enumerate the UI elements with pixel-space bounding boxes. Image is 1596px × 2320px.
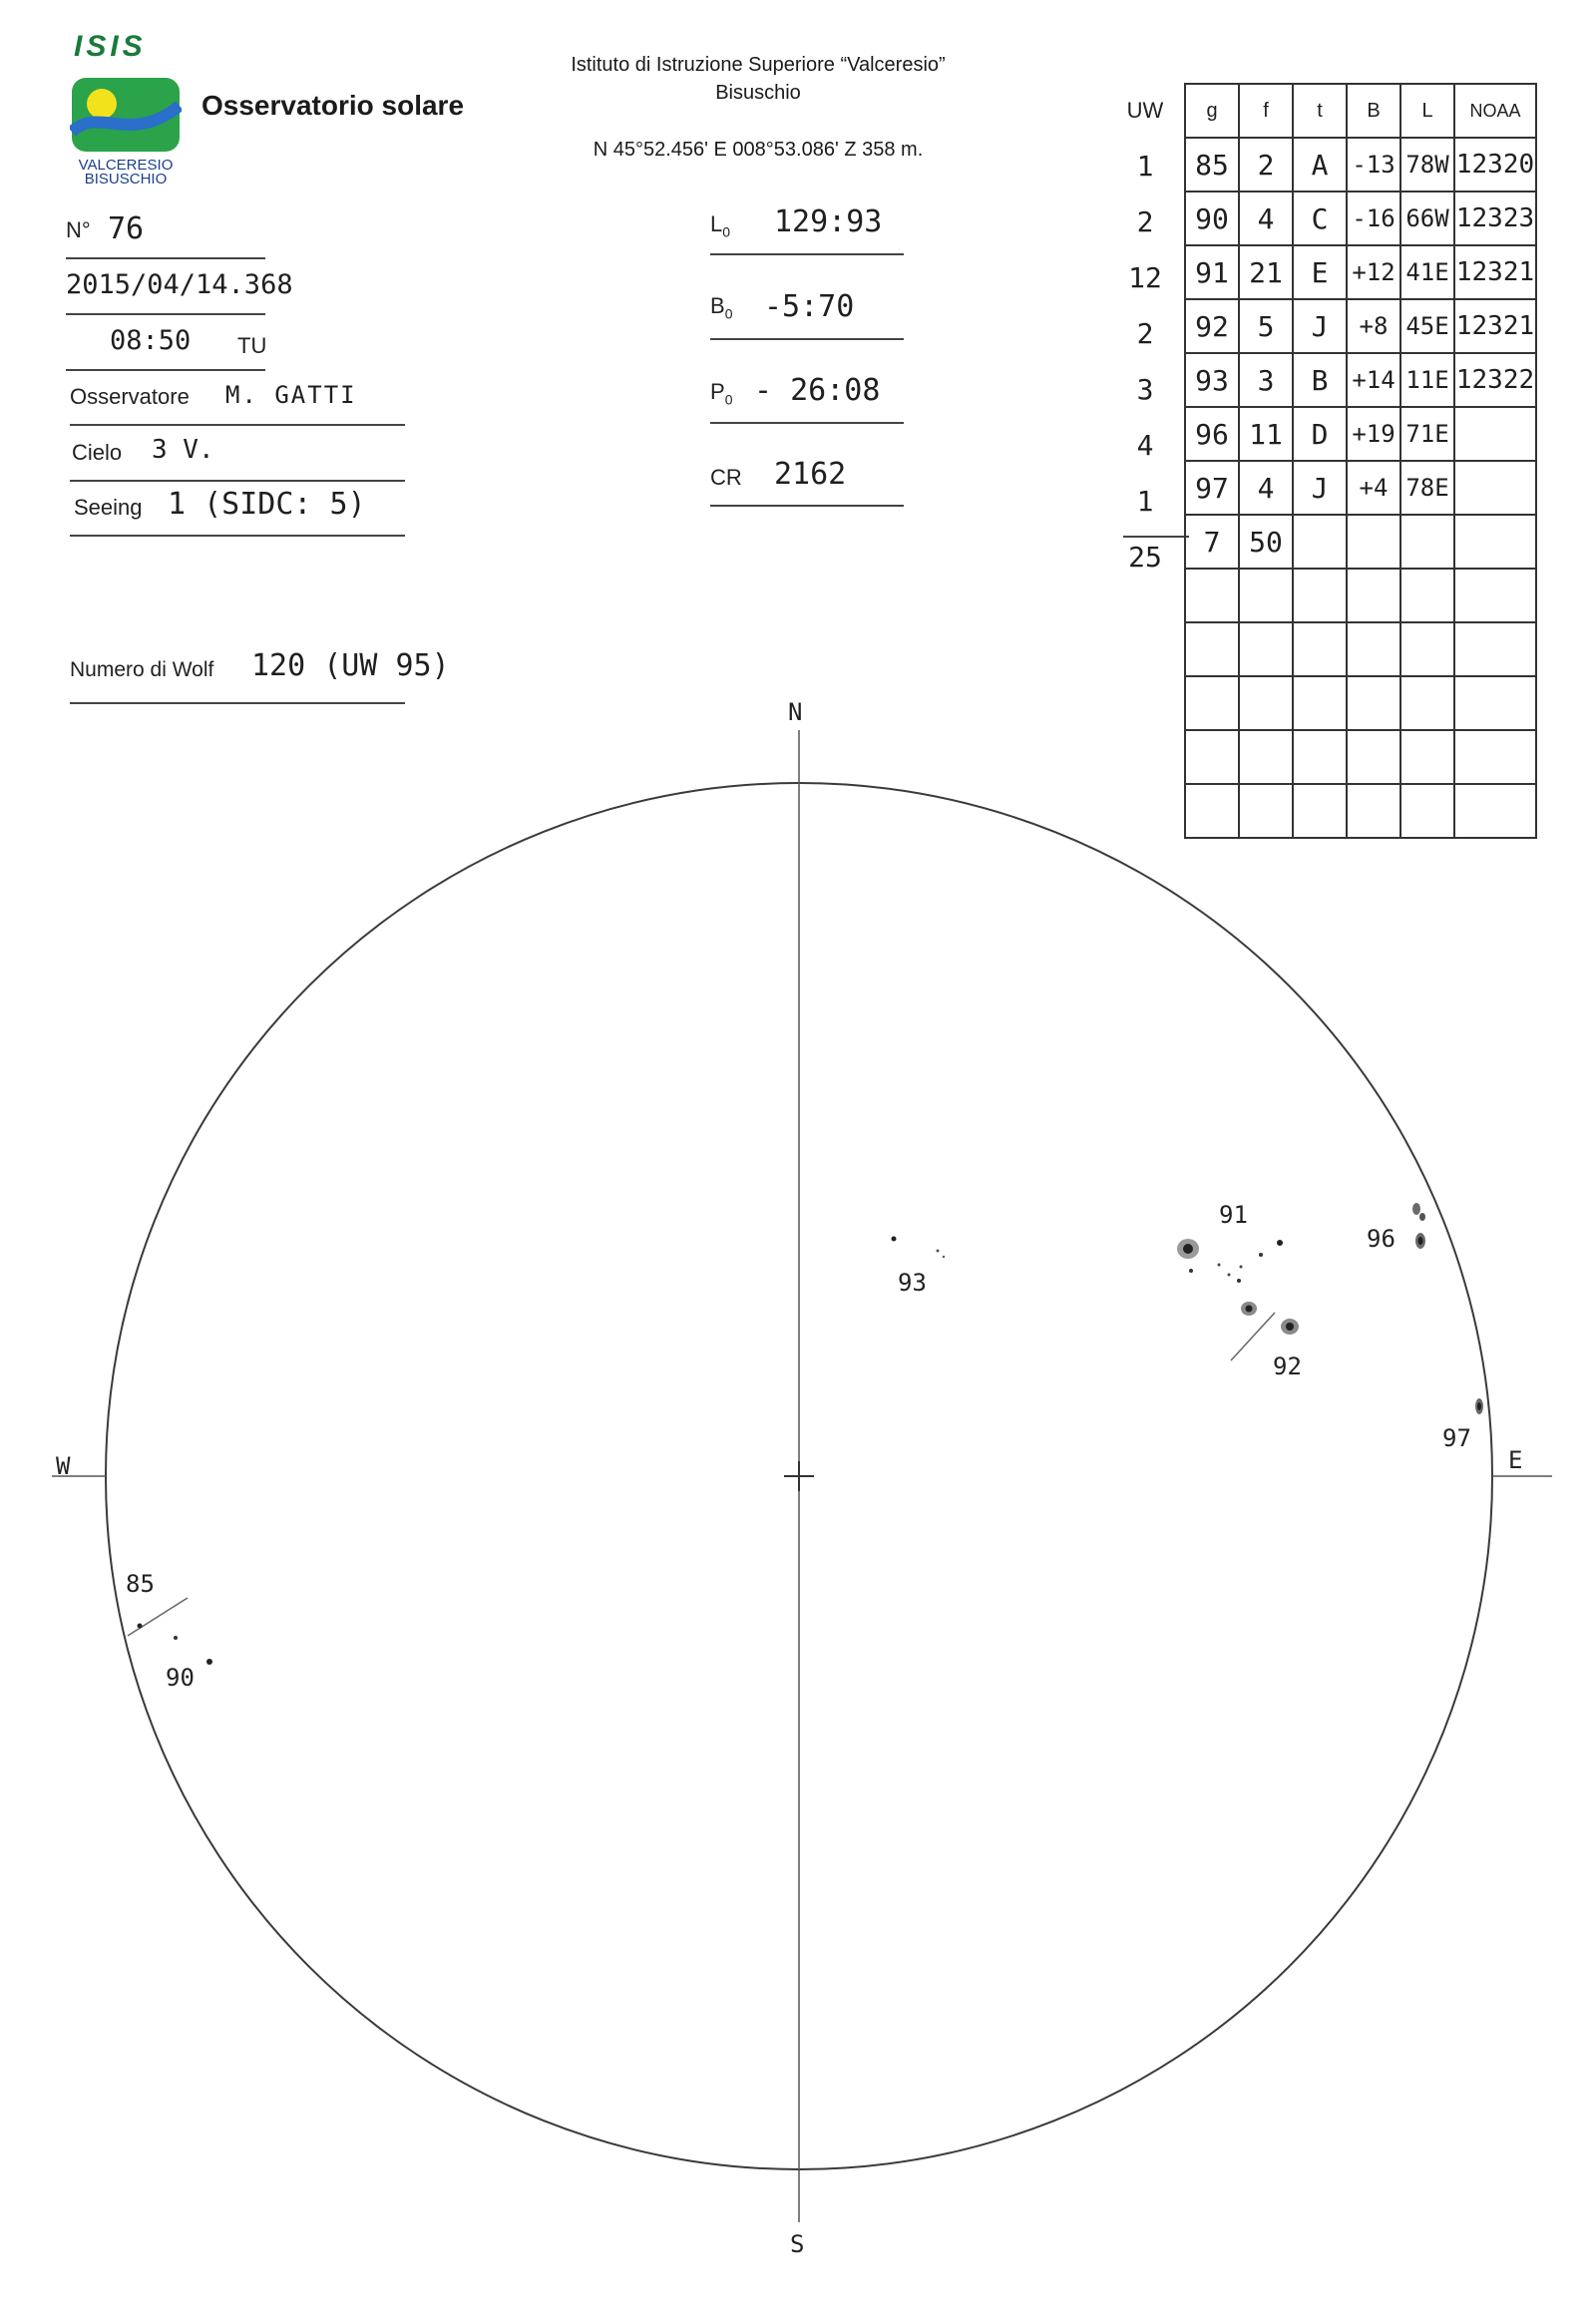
f-cell: 21 (1239, 245, 1293, 299)
uw-cell: 2 (1136, 317, 1154, 350)
group-label-97: 97 (1442, 1424, 1471, 1452)
sunspot (1286, 1323, 1294, 1331)
g-header: g (1185, 84, 1239, 138)
b-cell: +19 (1347, 407, 1400, 461)
group-separator (128, 1598, 188, 1636)
uw-total: 25 (1128, 541, 1162, 574)
sunspot (1218, 1264, 1221, 1267)
uw-cell: 1 (1136, 485, 1154, 518)
t-cell: E (1293, 245, 1347, 299)
t-cell: J (1293, 461, 1347, 515)
time-unit: TU (237, 333, 267, 358)
b0-letter: B (710, 293, 725, 318)
b-cell: -16 (1347, 192, 1400, 245)
l0-letter: L (710, 211, 723, 236)
logo-text: ISIS (74, 30, 147, 63)
sunspot (1246, 1306, 1253, 1313)
t-cell: D (1293, 407, 1347, 461)
seeing-value: 1 (SIDC: 5) (168, 487, 366, 522)
sky-value: 3 V. (152, 435, 214, 465)
noaa-cell: 12322 (1454, 353, 1536, 407)
l-header: L (1400, 84, 1454, 138)
p0-letter: P (710, 379, 725, 404)
observer-label: Osservatore (70, 384, 190, 409)
group-label-96: 96 (1367, 1225, 1396, 1253)
date-value: 2015/04/14.368 (66, 269, 293, 300)
sunspot (937, 1250, 940, 1253)
north-label: N (788, 698, 803, 726)
number-label: N° (66, 217, 91, 242)
p0-subscript: 0 (724, 391, 733, 408)
p0-value: - 26:08 (754, 373, 881, 408)
group-label-92: 92 (1273, 1353, 1302, 1380)
g-cell: 97 (1185, 461, 1239, 515)
f-cell: 4 (1239, 192, 1293, 245)
b-cell: +8 (1347, 299, 1400, 353)
sky-label: Cielo (72, 440, 123, 465)
g-cell: 96 (1185, 407, 1239, 461)
g-cell: 90 (1185, 192, 1239, 245)
sunspot (943, 1256, 945, 1258)
sunspot (892, 1237, 897, 1242)
logo-subtitle-2: BISUSCHIO (84, 171, 168, 188)
l-cell: 66W (1400, 192, 1454, 245)
uw-cell: 1 (1136, 150, 1154, 183)
noaa-cell: 12321 (1454, 299, 1536, 353)
noaa-cell: 12320 (1454, 138, 1536, 192)
sunspot (1277, 1240, 1283, 1246)
uw-cell: 3 (1136, 373, 1154, 406)
group-label-90: 90 (166, 1664, 195, 1692)
sunspot (1183, 1244, 1193, 1254)
sunspot (1412, 1203, 1420, 1215)
number-value: 76 (108, 211, 145, 246)
uw-cell: 4 (1136, 429, 1154, 462)
cr-label: CR (710, 465, 742, 490)
sunspot (1477, 1402, 1481, 1410)
f-cell: 4 (1239, 461, 1293, 515)
b0-value: -5:70 (764, 289, 855, 324)
l-cell: 71E (1400, 407, 1454, 461)
seeing-label: Seeing (74, 495, 143, 520)
sunspot (1259, 1253, 1263, 1257)
f-cell: 2 (1239, 138, 1293, 192)
noaa-cell: 12321 (1454, 245, 1536, 299)
b-cell: -13 (1347, 138, 1400, 192)
time-value: 08:50 (110, 325, 192, 356)
wolf-number-value: 120 (UW 95) (251, 648, 450, 683)
l-cell: 11E (1400, 353, 1454, 407)
f-cell: 5 (1239, 299, 1293, 353)
sunspot (1237, 1279, 1241, 1283)
group-label-85: 85 (126, 1570, 155, 1598)
west-label: W (56, 1452, 71, 1480)
l-cell: 45E (1400, 299, 1454, 353)
sunspot (174, 1636, 178, 1640)
g-cell: 91 (1185, 245, 1239, 299)
sunspot (1189, 1269, 1193, 1273)
f-header: f (1239, 84, 1293, 138)
t-cell: B (1293, 353, 1347, 407)
observatory-coordinates: N 45°52.456' E 008°53.086' Z 358 m. (593, 139, 924, 161)
b-cell: +4 (1347, 461, 1400, 515)
b-cell: +14 (1347, 353, 1400, 407)
g-cell: 92 (1185, 299, 1239, 353)
uw-cell: 2 (1136, 205, 1154, 238)
t-cell: C (1293, 192, 1347, 245)
observatory-title: Osservatorio solare (201, 90, 465, 121)
sunspot (1419, 1213, 1425, 1221)
b-header: B (1347, 84, 1400, 138)
l-cell: 41E (1400, 245, 1454, 299)
t-header: t (1293, 84, 1347, 138)
sunspot (138, 1624, 143, 1629)
g-total: 7 (1185, 515, 1239, 569)
institute-name: Istituto di Istruzione Superiore “Valceresio” (571, 54, 946, 76)
sunspot (1228, 1274, 1231, 1277)
south-label: S (790, 2230, 805, 2258)
wolf-number-label: Numero di Wolf (70, 658, 214, 681)
noaa-cell: 12323 (1454, 192, 1536, 245)
group-label-93: 93 (898, 1269, 927, 1297)
logo-subtitle-1: VALCERESIO (78, 157, 174, 174)
l-cell: 78W (1400, 138, 1454, 192)
g-cell: 85 (1185, 138, 1239, 192)
sunspot (1418, 1237, 1423, 1245)
uw-cell: 12 (1128, 261, 1162, 294)
institute-town: Bisuschio (715, 82, 801, 104)
l0-value: 129:93 (774, 204, 883, 239)
f-total: 50 (1239, 515, 1293, 569)
l0-subscript: 0 (722, 223, 731, 240)
b0-subscript: 0 (724, 305, 733, 322)
sunspot (1240, 1266, 1243, 1269)
group-separator (1231, 1313, 1275, 1360)
sunspot (206, 1659, 212, 1665)
observer-value: M. GATTI (225, 381, 357, 409)
cr-value: 2162 (774, 457, 847, 492)
noaa-header: NOAA (1454, 84, 1536, 138)
t-cell: J (1293, 299, 1347, 353)
b-cell: +12 (1347, 245, 1400, 299)
group-label-91: 91 (1219, 1201, 1248, 1229)
t-cell: A (1293, 138, 1347, 192)
l-cell: 78E (1400, 461, 1454, 515)
east-label: E (1508, 1446, 1523, 1474)
uw-header: UW (1126, 98, 1164, 123)
f-cell: 11 (1239, 407, 1293, 461)
g-cell: 93 (1185, 353, 1239, 407)
f-cell: 3 (1239, 353, 1293, 407)
